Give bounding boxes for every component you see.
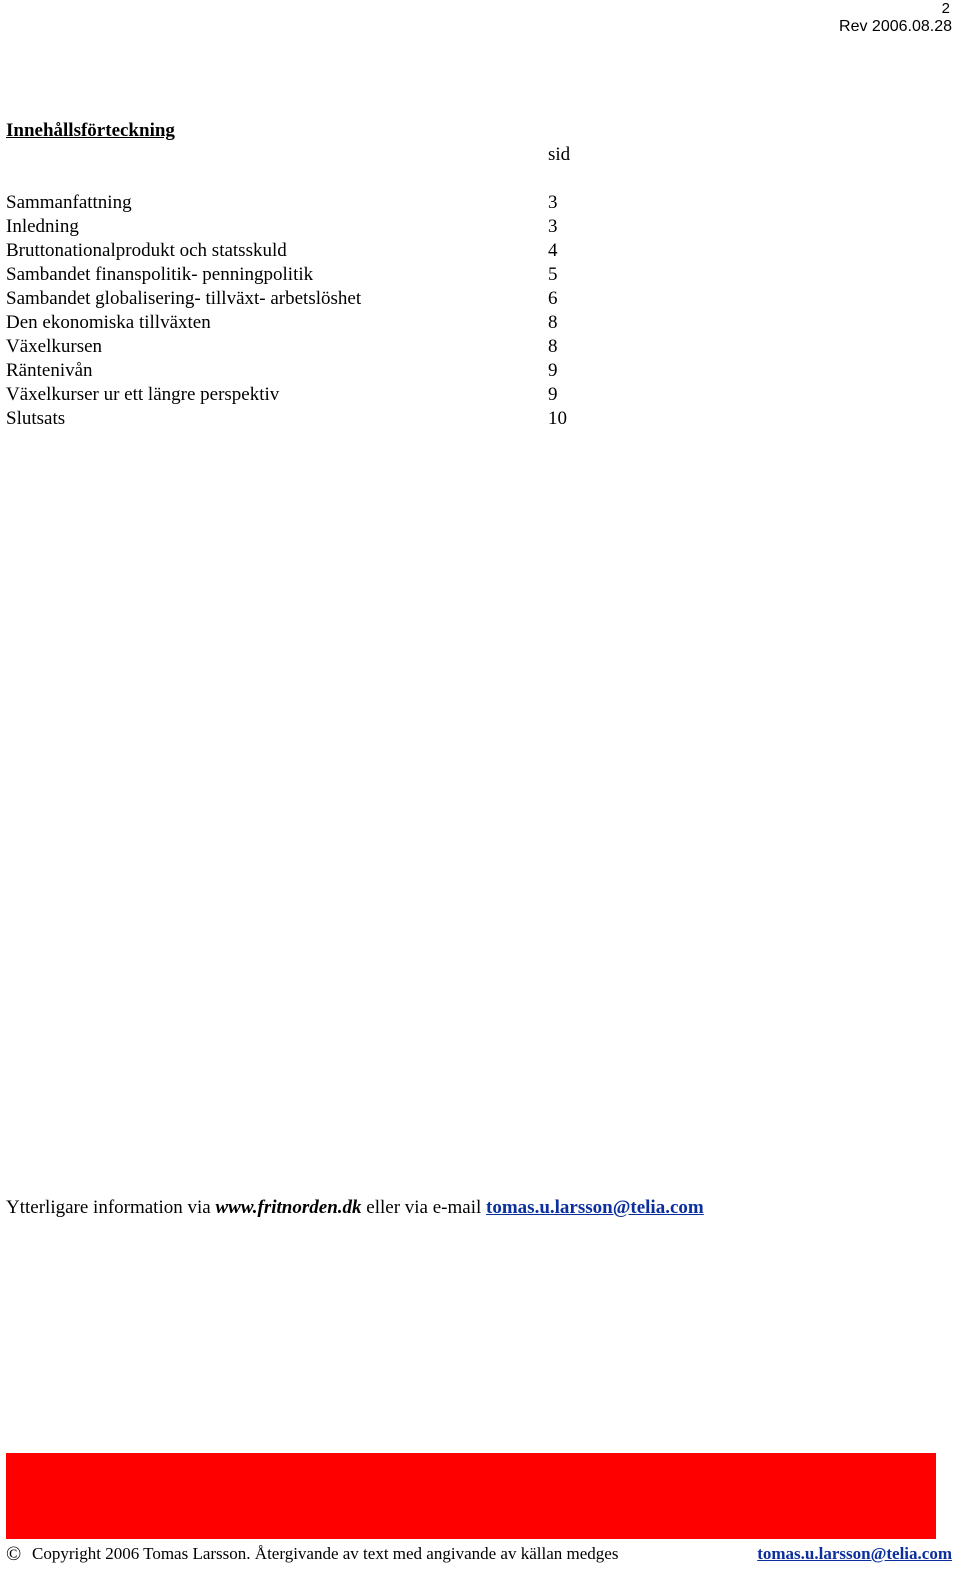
toc-item-label: Den ekonomiska tillväxten: [6, 312, 211, 333]
footer-email-link[interactable]: tomas.u.larsson@telia.com: [757, 1544, 952, 1563]
toc-item-page: 9: [548, 360, 558, 381]
toc-title: Innehållsförteckning: [6, 120, 175, 141]
toc-page-column-label: sid: [548, 144, 571, 165]
info-prefix: Ytterligare information via: [6, 1197, 216, 1218]
footer: [6, 1540, 952, 1568]
page-number: 2: [941, 0, 950, 17]
toc-item-page: 10: [548, 408, 567, 429]
copyright-icon: ©: [6, 1543, 22, 1565]
toc-item: [6, 238, 606, 262]
toc-item-page: 3: [548, 216, 558, 237]
toc-item-page: 5: [548, 264, 558, 285]
website-text: www.fritnorden.dk: [215, 1197, 362, 1218]
toc-item-page: 6: [548, 288, 558, 309]
toc-item-page: 8: [548, 312, 558, 333]
copyright-text: Copyright 2006 Tomas Larsson. Återgivande av text med angivande av källan medges: [32, 1544, 619, 1563]
toc-item: [6, 334, 606, 358]
toc-item-label: Sambandet globalisering- tillväxt- arbetslöshet: [6, 288, 362, 309]
red-band: [6, 1453, 936, 1539]
revision-date: Rev 2006.08.28: [839, 18, 952, 35]
toc-item-label: Sambandet finanspolitik- penningpolitik: [6, 264, 314, 285]
toc-item-label: Sammanfattning: [6, 192, 132, 213]
toc-item: [6, 262, 606, 286]
toc-item: [6, 358, 606, 382]
toc-item: [6, 286, 606, 310]
toc-item-page: 8: [548, 336, 558, 357]
toc-item-page: 4: [548, 240, 558, 261]
info-middle: eller via e-mail: [361, 1197, 487, 1218]
toc-item-page: 9: [548, 384, 558, 405]
toc-item: [6, 310, 606, 334]
email-link[interactable]: tomas.u.larsson@telia.com: [486, 1197, 704, 1218]
toc-item-label: Inledning: [6, 216, 79, 237]
toc-item: [6, 190, 606, 214]
toc-list: [6, 190, 606, 430]
toc-item: [6, 214, 606, 238]
toc-item-label: Bruttonationalprodukt och statsskuld: [6, 240, 287, 261]
toc-item-label: Räntenivån: [6, 360, 93, 381]
toc-item: [6, 406, 606, 430]
toc-item-label: Slutsats: [6, 408, 66, 429]
toc-item-page: 3: [548, 192, 558, 213]
toc-item: [6, 382, 606, 406]
info-line: [6, 1195, 704, 1221]
toc-item-label: Växelkurser ur ett längre perspektiv: [6, 384, 280, 405]
toc-item-label: Växelkursen: [6, 336, 103, 357]
